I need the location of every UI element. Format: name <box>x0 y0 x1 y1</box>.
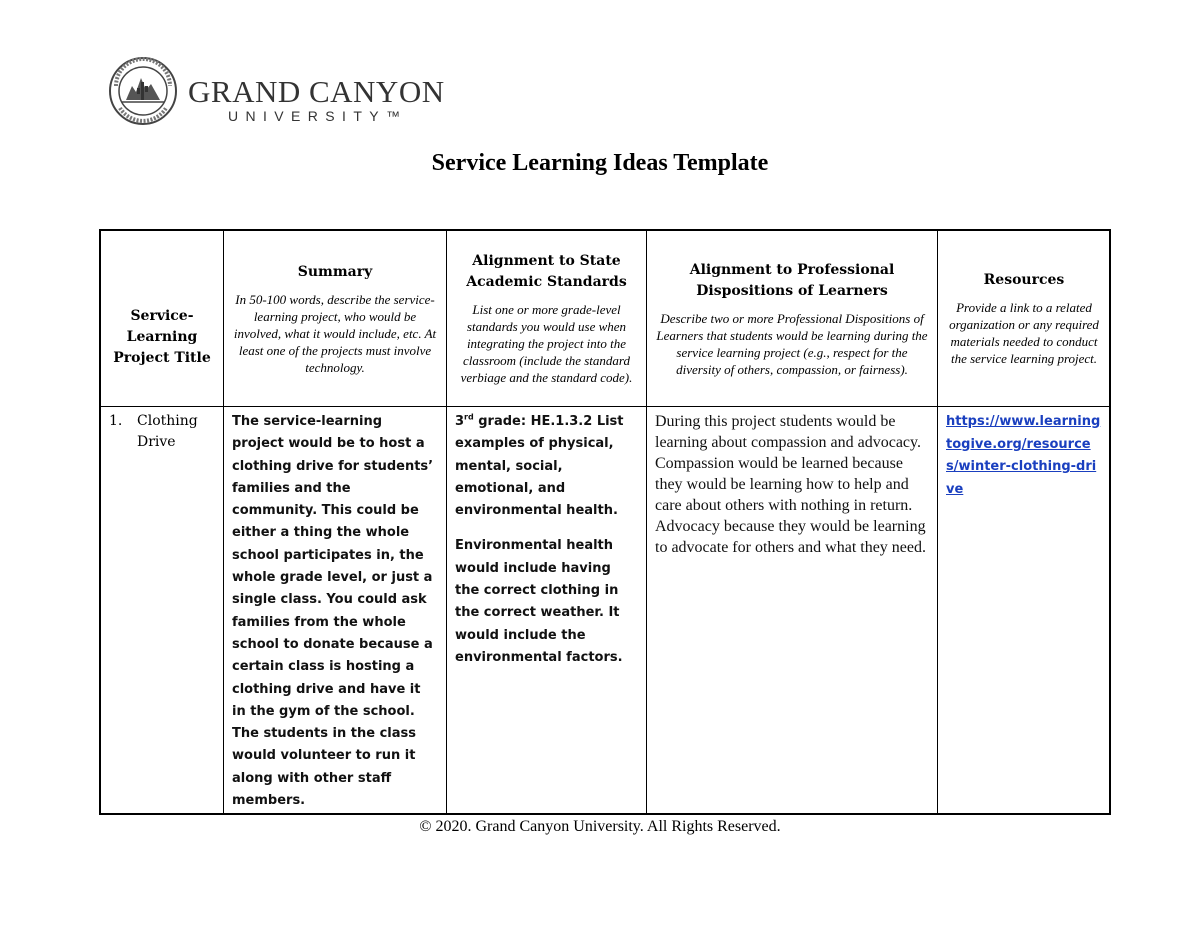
copyright-footer: © 2020. Grand Canyon University. All Rights Reserved. <box>419 818 781 835</box>
header-state-standards-description: List one or more grade-level standards you would use when integrating the project into the classroom (include the standard verbiage and the standard code). <box>460 302 633 385</box>
standard-grade-suffix: rd <box>464 412 474 422</box>
cell-summary <box>224 407 446 812</box>
header-dispositions-label: Alignment to Professional Dispositions of Learners <box>689 261 895 299</box>
cell-resources <box>938 407 1110 501</box>
header-project-title-label: Service- Learning Project Title <box>113 308 211 366</box>
header-resources-description: Provide a link to a related organization or any required materials needed to conduct the service learning project. <box>949 300 1099 366</box>
cell-dispositions <box>647 407 937 558</box>
resource-link[interactable]: https://www.learningtogive.org/resources/winter-clothing-drive <box>946 414 1101 497</box>
header-project-title <box>101 231 223 406</box>
header-summary-label: Summary <box>297 263 373 280</box>
header-resources <box>938 231 1110 406</box>
header-summary-description: In 50-100 words, describe the service-learning project, who would be involved, what it would include, etc. At least one of the projects must involve technology. <box>233 291 437 375</box>
table-row-title <box>109 411 215 453</box>
cell-project-title <box>101 407 223 453</box>
cell-state-standards <box>447 407 646 669</box>
university-logo <box>108 56 445 126</box>
summary-text: The service-learning project would be to host a clothing drive for students’ families and the community. This could be either a thing the whole school participates in, the whole grade level, or just a single class. You could ask families from the whole school to donate because a certain class is hosting a clothing drive and have it in the gym of the school. The students in the class would volunteer to run it along with other staff members. <box>232 414 434 809</box>
service-learning-table <box>99 229 1111 815</box>
standard-text <box>455 411 638 522</box>
logo-name: GRAND CANYON <box>188 74 445 109</box>
standard-description: grade: HE.1.3.2 List examples of physical, mental, social, emotional, and environmental health. <box>455 414 624 519</box>
header-dispositions <box>647 231 937 406</box>
document-title: Service Learning Ideas Template <box>431 150 769 176</box>
university-seal-icon <box>108 56 178 126</box>
header-state-standards <box>447 231 646 406</box>
header-dispositions-description: Describe two or more Professional Dispositions of Learners that students would be learning during the service learning project (e.g., respect for the diversity of others, compassion, or fairness). <box>656 310 928 377</box>
header-summary <box>224 231 446 406</box>
dispositions-text: During this project students would be learning about compassion and advocacy. Compassion would be learned because they would be learning how to help and care about others with nothing in return. Advocacy because they would be learning to advocate for others and what they need. <box>655 413 927 556</box>
row-number: 1. <box>109 413 123 429</box>
header-resources-label: Resources <box>983 272 1065 288</box>
project-title: Clothing Drive <box>137 413 198 450</box>
header-state-standards-label: Alignment to State Academic Standards <box>466 253 627 290</box>
logo-subtitle: UNIVERSITY™ <box>228 108 408 124</box>
standard-note: Environmental health would include having the correct clothing in the correct weather. It would include the environmental factors. <box>455 538 623 665</box>
standard-grade: 3 <box>455 414 465 429</box>
